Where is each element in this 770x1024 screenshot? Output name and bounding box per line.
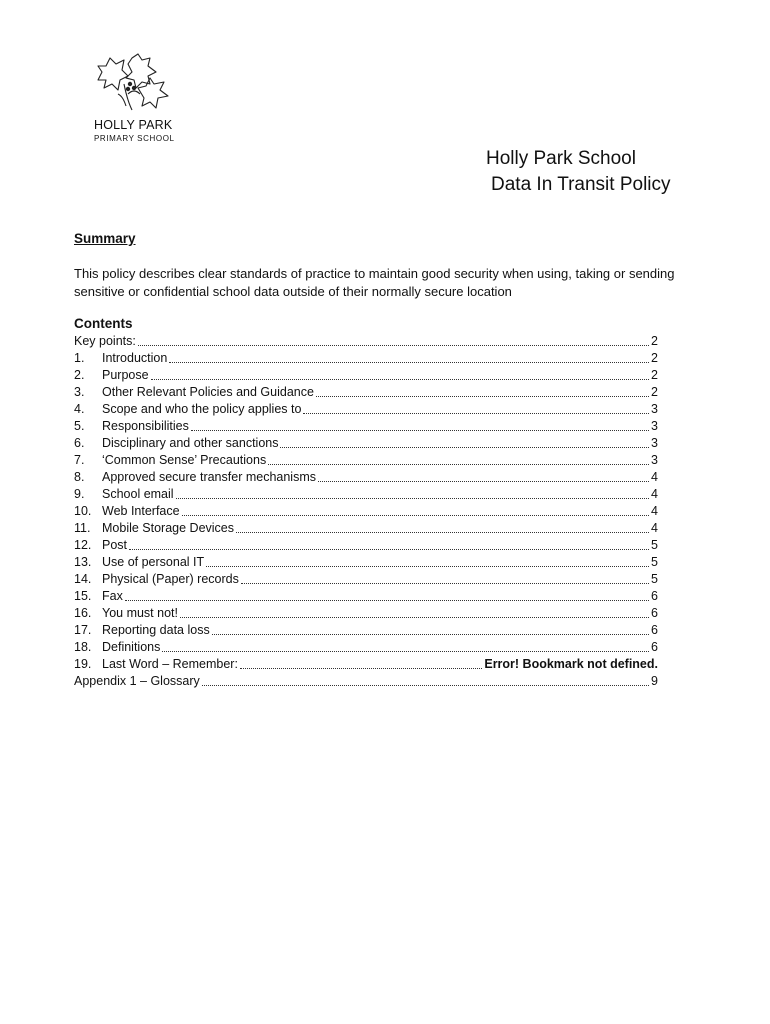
toc-entry-page: 6	[651, 623, 658, 637]
contents-heading: Contents	[74, 316, 133, 331]
toc-dot-leader	[138, 345, 649, 346]
toc-entry-page: 2	[651, 351, 658, 365]
toc-entry-number: 10.	[74, 504, 92, 518]
toc-entry-page: 6	[651, 589, 658, 603]
toc-entry-label: Scope and who the policy applies to	[102, 402, 302, 416]
toc-entry-label: Other Relevant Policies and Guidance	[102, 385, 314, 399]
toc-entry-label: You must not!	[102, 606, 178, 620]
toc-entry[interactable]	[74, 622, 658, 639]
toc-dot-leader	[151, 379, 649, 380]
toc-entry[interactable]	[74, 571, 658, 588]
toc-entry[interactable]	[74, 452, 658, 469]
toc-entry[interactable]	[74, 469, 658, 486]
toc-entry-label: Appendix 1 – Glossary	[74, 674, 200, 688]
toc-entry-label: School email	[102, 487, 174, 501]
summary-heading: Summary	[74, 231, 136, 246]
school-logo	[88, 50, 198, 143]
toc-dot-leader	[191, 430, 649, 431]
toc-entry-page: 4	[651, 504, 658, 518]
toc-entry-page: 5	[651, 538, 658, 552]
toc-entry[interactable]	[74, 588, 658, 605]
toc-entry-label: ‘Common Sense’ Precautions	[102, 453, 267, 467]
logo-school-subtitle: PRIMARY SCHOOL	[94, 134, 175, 143]
toc-entry-number: 11.	[74, 521, 91, 535]
toc-entry-label: Mobile Storage Devices	[102, 521, 235, 535]
toc-entry-page: 5	[651, 555, 658, 569]
toc-entry-number: 17.	[74, 623, 92, 637]
toc-entry-page: 6	[651, 640, 658, 654]
toc-entry-page: 3	[651, 419, 658, 433]
toc-entry[interactable]	[74, 639, 658, 656]
toc-entry-number: 9.	[74, 487, 85, 501]
toc-entry-label: Approved secure transfer mechanisms	[102, 470, 316, 484]
toc-dot-leader	[212, 634, 649, 635]
toc-entry-label: Post	[102, 538, 128, 552]
toc-entry-number: 2.	[74, 368, 85, 382]
toc-dot-leader	[180, 617, 649, 618]
toc-entry-label: Use of personal IT	[102, 555, 205, 569]
toc-entry[interactable]	[74, 333, 658, 350]
title-line-policy: Data In Transit Policy	[491, 174, 671, 195]
holly-leaves-icon	[88, 50, 178, 116]
toc-entry-label: Reporting data loss	[102, 623, 210, 637]
toc-entry-number: 18.	[74, 640, 92, 654]
toc-entry-number: 12.	[74, 538, 92, 552]
toc-dot-leader	[303, 413, 649, 414]
toc-entry-page: 4	[651, 521, 658, 535]
toc-entry[interactable]	[74, 554, 658, 571]
toc-dot-leader	[318, 481, 649, 482]
toc-entry-number: 1.	[74, 351, 85, 365]
toc-entry-page: 5	[651, 572, 658, 586]
toc-entry-label: Physical (Paper) records	[102, 572, 239, 586]
toc-entry-label: Key points:	[74, 334, 136, 348]
toc-entry-label: Purpose	[102, 368, 149, 382]
toc-entry-label: Fax	[102, 589, 123, 603]
document-title	[486, 146, 746, 198]
logo-school-name: HOLLY PARK	[94, 118, 173, 132]
toc-entry[interactable]	[74, 503, 658, 520]
toc-entry-number: 7.	[74, 453, 85, 467]
toc-entry[interactable]	[74, 418, 658, 435]
toc-entry[interactable]	[74, 486, 658, 503]
toc-entry-number: 15.	[74, 589, 92, 603]
toc-entry-number: 3.	[74, 385, 85, 399]
toc-entry-label: Last Word – Remember:	[102, 657, 238, 671]
toc-entry-page: 2	[651, 334, 658, 348]
toc-entry-page: 2	[651, 368, 658, 382]
toc-entry-page: 9	[651, 674, 658, 688]
toc-dot-leader	[268, 464, 649, 465]
toc-dot-leader	[129, 549, 649, 550]
toc-dot-leader	[125, 600, 649, 601]
toc-entry-page: 6	[651, 606, 658, 620]
toc-dot-leader	[176, 498, 649, 499]
toc-entry-label: Definitions	[102, 640, 161, 654]
toc-entry-page: 4	[651, 487, 658, 501]
toc-entry-label: Web Interface	[102, 504, 180, 518]
toc-entry[interactable]	[74, 384, 658, 401]
table-of-contents	[74, 333, 658, 690]
toc-dot-leader	[280, 447, 649, 448]
toc-entry-label: Responsibilities	[102, 419, 189, 433]
toc-entry-page: 3	[651, 436, 658, 450]
toc-dot-leader	[169, 362, 649, 363]
toc-entry[interactable]	[74, 435, 658, 452]
toc-entry-number: 14.	[74, 572, 92, 586]
toc-dot-leader	[236, 532, 649, 533]
toc-entry[interactable]	[74, 605, 658, 622]
toc-entry-number: 4.	[74, 402, 85, 416]
toc-entry-page: 3	[651, 402, 658, 416]
toc-entry-number: 16.	[74, 606, 92, 620]
toc-entry-number: 8.	[74, 470, 85, 484]
toc-dot-leader	[206, 566, 649, 567]
toc-entry[interactable]	[74, 520, 658, 537]
toc-entry-label: Introduction	[102, 351, 168, 365]
toc-entry-number: 13.	[74, 555, 92, 569]
toc-dot-leader	[162, 651, 649, 652]
toc-entry[interactable]	[74, 673, 658, 690]
toc-dot-leader	[316, 396, 649, 397]
toc-entry-page: 2	[651, 385, 658, 399]
toc-entry-number: 19.	[74, 657, 92, 671]
toc-entry-number: 5.	[74, 419, 85, 433]
toc-entry-page: 4	[651, 470, 658, 484]
toc-entry-number: 6.	[74, 436, 85, 450]
toc-entry[interactable]	[74, 656, 658, 673]
toc-dot-leader	[202, 685, 649, 686]
toc-entry-label: Disciplinary and other sanctions	[102, 436, 279, 450]
toc-entry[interactable]	[74, 537, 658, 554]
toc-dot-leader	[241, 583, 649, 584]
toc-entry-page: Error! Bookmark not defined.	[484, 657, 658, 671]
toc-dot-leader	[182, 515, 649, 516]
toc-entry[interactable]	[74, 367, 658, 384]
toc-entry[interactable]	[74, 401, 658, 418]
title-line-school: Holly Park School	[486, 148, 636, 169]
toc-entry[interactable]	[74, 350, 658, 367]
toc-entry-page: 3	[651, 453, 658, 467]
summary-paragraph: This policy describes clear standards of practice to maintain good security when using, taking or sending sensitive or confidential school data outside of their normally secure location	[74, 266, 675, 299]
toc-dot-leader	[240, 668, 482, 669]
